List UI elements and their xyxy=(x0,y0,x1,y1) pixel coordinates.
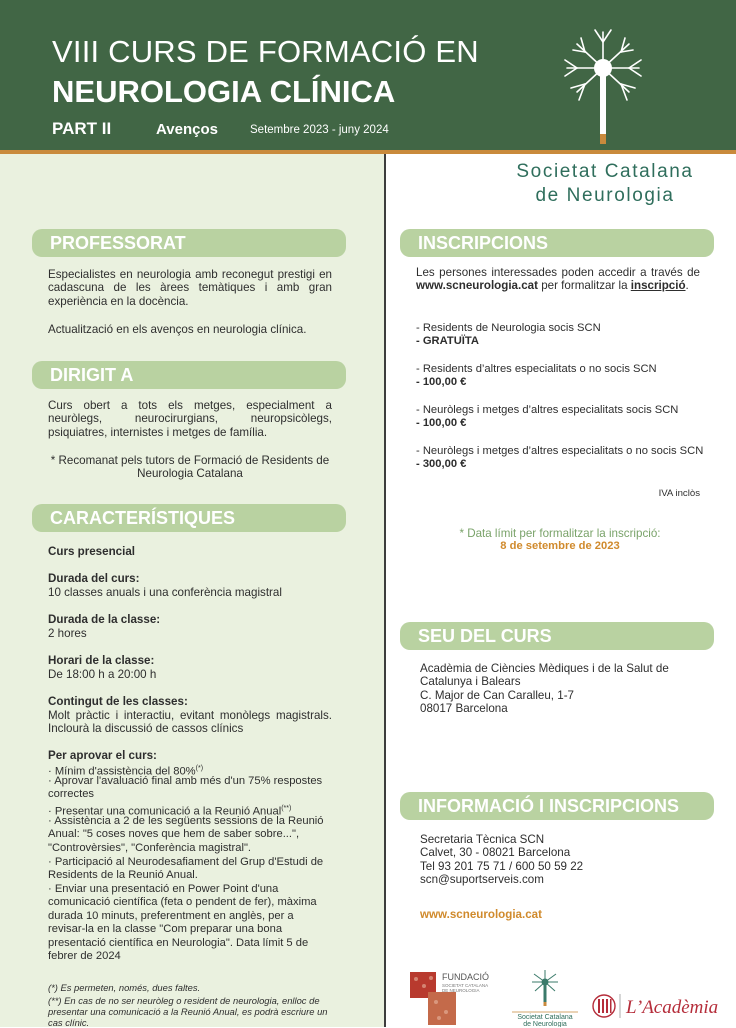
requirement-text: · Mínim d'assistència del 80% xyxy=(48,765,196,778)
fundacio-logo xyxy=(410,970,498,1027)
brand-line-2: de Neurologia xyxy=(535,185,675,206)
seu-address xyxy=(420,662,710,716)
brand-line-1: Societat Catalana xyxy=(516,161,694,182)
footnote-1: (*) Es permeten, només, dues faltes. xyxy=(48,982,201,993)
scn-logo-line-1: Societat Catalana xyxy=(517,1014,573,1021)
fee-category: - Neuròlegs i metges d’altres especialitats socis SCN xyxy=(416,404,679,416)
intro-website: www.scneurologia.cat xyxy=(416,279,538,293)
fee-price: - 100,00 € xyxy=(416,376,467,389)
section-info-heading: INFORMACIÓ I INSCRIPCIONS xyxy=(400,792,714,820)
contact-email[interactable]: scn@suportserveis.com xyxy=(420,873,544,887)
horari-value: De 18:00 h a 20:00 h xyxy=(48,668,157,681)
scn-logo xyxy=(508,968,582,1027)
contingut-value: Molt pràctic i interactiu, evitant monòlegs magistrals. Inclourà la discussió de cassos clínics xyxy=(48,709,332,736)
durada-classe-value: 2 hores xyxy=(48,627,87,640)
part-label: PART II xyxy=(52,119,112,138)
section-seu-heading: SEU DEL CURS xyxy=(400,622,714,650)
fee-price: - GRATUÏTA xyxy=(416,335,479,348)
title-line-1: VIII CURS DE FORMACIÓ EN xyxy=(52,34,479,69)
course-dates: Setembre 2023 - juny 2024 xyxy=(250,124,389,136)
fundacio-sub: DE NEUROLOGIA xyxy=(442,988,480,993)
inscripcions-intro xyxy=(416,266,700,293)
title-line-2: NEUROLOGIA CLÍNICA xyxy=(52,74,396,109)
scn-logo-line-2: de Neurologia xyxy=(523,1021,567,1027)
address-line: Acadèmia de Ciències Mèdiques i de la Salut de xyxy=(420,662,669,675)
fundacio-title: FUNDACIÓ xyxy=(442,972,489,982)
dirigit-text-1: Curs obert a tots els metges, especialment a neuròlegs, neurocirurgians, neuropsicòlegs, psiquiatres, internistes i metges de família. xyxy=(48,399,332,439)
deadline-date xyxy=(410,540,710,553)
fee-item xyxy=(416,322,706,349)
footnote-2: (**) En cas de no ser neuròleg o resident de neurologia, enlloc de presentar una comunicació a la Reunió Anual, es podrà escriure un cas clínic. xyxy=(48,995,328,1028)
academia-logo-text: L’Acadèmia xyxy=(626,997,718,1018)
fee-price: - 100,00 € xyxy=(416,417,467,430)
curs-presencial: Curs presencial xyxy=(48,545,135,558)
contact-phone: Tel 93 201 75 71 / 600 50 59 22 xyxy=(420,859,584,873)
academia-logo xyxy=(592,990,718,1022)
contact-line: Calvet, 30 - 08021 Barcelona xyxy=(420,846,571,860)
subtitle: Avenços xyxy=(156,121,218,138)
requirement-item: · Assistència a 2 de les següents sessions de la Reunió Anual: "5 coses noves que hem de saber sobre...", "Controvèrsies", "Conferència magistral". xyxy=(48,815,324,854)
requirement-item: · Participació al Neurodesafiament del Grup d'Estudi de Residents de la Reunió Anual. xyxy=(48,856,324,882)
intro-text: Les persones interessades poden accedir a través de xyxy=(416,266,700,279)
horari-label: Horari de la classe: xyxy=(48,654,155,667)
section-professorat-heading: PROFESSORAT xyxy=(32,229,346,257)
requirement-text: · Presentar una comunicació a la Reunió Anual xyxy=(48,805,282,818)
section-inscripcions-heading: INSCRIPCIONS xyxy=(400,229,714,257)
intro-text: . xyxy=(685,279,689,293)
dirigit-recommendation: * Recomanat pels tutors de Formació de Residents de Neurologia Catalana xyxy=(50,454,330,481)
section-caracteristiques-heading: CARACTERÍSTIQUES xyxy=(32,504,346,532)
fee-item xyxy=(416,445,716,472)
requirement-footnote-mark: (**) xyxy=(281,805,292,812)
fee-item xyxy=(416,404,706,431)
contingut-label: Contingut de les classes: xyxy=(48,695,188,708)
section-dirigit-heading: DIRIGIT A xyxy=(32,361,346,389)
contact-line: Secretaria Tècnica SCN xyxy=(420,833,545,846)
professorat-text-2: Actualització en els avenços en neurologia clínica. xyxy=(48,323,307,336)
fundacio-sub: SOCIETAT CATALANA xyxy=(442,983,489,988)
inscripcio-link[interactable]: inscripció xyxy=(630,279,686,293)
requirement-item: · Enviar una presentació en Power Point d'una comunicació científica (feta o pendent de fer), màxima durada 10 minuts, preferentment en anglès, per a revisar-la en la classe "Com preparar una bona presentació científica en Neurologia". Data límit 5 de febrer de 2024 xyxy=(48,883,317,963)
deadline-label: * Data límit per formalitzar la inscripció: xyxy=(459,527,661,540)
address-line: C. Major de Can Caralleu, 1-7 xyxy=(420,688,575,702)
fee-price: - 300,00 € xyxy=(416,458,467,471)
durada-classe-label: Durada de la classe: xyxy=(48,613,161,626)
neuron-logo-icon xyxy=(555,22,651,148)
fee-category: - Residents de Neurologia socis SCN xyxy=(416,322,601,334)
deadline-date-text: 8 de setembre de 2023 xyxy=(500,540,620,552)
aprovar-label: Per aprovar el curs: xyxy=(48,749,157,762)
durada-curs-value: 10 classes anuals i una conferència magistral xyxy=(48,586,282,599)
fee-item xyxy=(416,363,706,390)
iva-note: IVA inclòs xyxy=(658,488,700,499)
column-divider xyxy=(384,154,386,1027)
fee-category: - Residents d’altres especialitats o no socis SCN xyxy=(416,363,657,375)
requirement-footnote-mark: (*) xyxy=(195,765,204,772)
contact-block xyxy=(420,833,710,887)
fee-category: - Neuròlegs i metges d’altres especialitats o no socis SCN xyxy=(416,445,704,457)
intro-text: per formalitzar la xyxy=(537,279,631,293)
brand-name xyxy=(500,160,710,208)
professorat-text-1: Especialistes en neurologia amb reconegut prestigi en cadascuna de les àrees temàtiques i amb gran experiència en la docència. xyxy=(48,268,332,308)
website-link[interactable]: www.scneurologia.cat xyxy=(420,908,542,921)
durada-curs-label: Durada del curs: xyxy=(48,572,140,585)
requirement-item: · Aprovar l'avaluació final amb més d'un 75% respostes correctes xyxy=(48,775,323,801)
address-line: Catalunya i Balears xyxy=(420,675,521,689)
address-line: 08017 Barcelona xyxy=(420,702,508,716)
